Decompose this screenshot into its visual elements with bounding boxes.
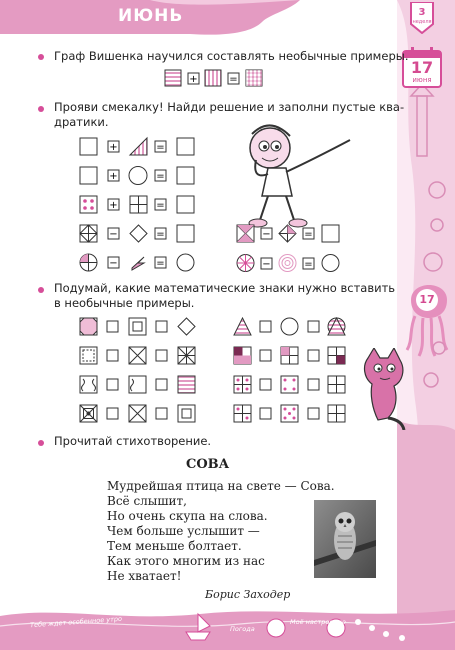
sign-minus: −	[109, 258, 118, 269]
sign-plus: +	[109, 171, 118, 182]
empty-sign-box[interactable]	[308, 350, 319, 361]
calendar-month: июня	[412, 76, 432, 84]
example-box-result-grid	[246, 70, 262, 86]
answer-box[interactable]	[322, 225, 339, 242]
poem-line: Не хватает!	[107, 569, 182, 583]
task-2-line-1: Прояви смекалку! Найди решение и заполни пустые ква-	[54, 100, 405, 114]
sign-equals: =	[156, 142, 165, 153]
empty-sign-box[interactable]	[308, 408, 319, 419]
empty-sign-box[interactable]	[308, 321, 319, 332]
bullet-3	[38, 287, 44, 293]
triangle-figure	[130, 138, 147, 155]
empty-sign-box[interactable]	[156, 321, 167, 332]
answer-box[interactable]	[177, 167, 194, 184]
sign-equals: =	[156, 171, 165, 182]
empty-sign-box[interactable]	[156, 408, 167, 419]
week-badge	[409, 2, 435, 34]
footer-text-weather: Погода	[230, 625, 255, 633]
task-3-line-2: в необычные примеры.	[54, 296, 195, 310]
sign-equals: =	[156, 229, 165, 240]
sign-minus: −	[109, 229, 118, 240]
cat-illustration	[358, 348, 410, 430]
striped-triangle-figure	[234, 318, 251, 335]
example-box-v	[205, 70, 221, 86]
example-plus: +	[189, 74, 198, 85]
sign-equals: =	[304, 259, 313, 270]
signs-grid-right	[232, 316, 356, 430]
answer-box[interactable]	[80, 138, 97, 155]
poem-line: Чем больше услышит —	[107, 524, 260, 538]
sign-minus: −	[262, 259, 271, 270]
poem-line: Но очень скупа на слова.	[107, 509, 268, 523]
diamond-figure	[178, 318, 195, 335]
footer-text-mood: Моё настроение	[290, 618, 346, 626]
diamond-figure	[130, 225, 147, 242]
example-strip	[160, 68, 272, 88]
calendar-day: 17	[410, 58, 434, 77]
poem-line: Всё слышит,	[107, 494, 187, 508]
poem-line: Тем меньше болтает.	[107, 539, 242, 553]
task-2-line-2: дратики.	[54, 115, 109, 129]
empty-sign-box[interactable]	[260, 321, 271, 332]
answer-box[interactable]	[80, 167, 97, 184]
poem-title: СОВА	[186, 457, 230, 472]
poem-line: Мудрейшая птица на свете — Сова.	[107, 479, 335, 493]
circle-figure	[281, 318, 298, 335]
empty-sign-box[interactable]	[260, 408, 271, 419]
count-character-illustration	[232, 120, 357, 230]
example-box-h	[165, 70, 181, 86]
bullet-4	[38, 440, 44, 446]
answer-circle[interactable]	[177, 254, 194, 271]
empty-sign-box[interactable]	[156, 350, 167, 361]
sign-plus: +	[109, 142, 118, 153]
right-decor-band	[397, 0, 455, 650]
answer-circle[interactable]	[322, 255, 339, 272]
task-1-text: Граф Вишенка научился составлять необычные примеры.	[54, 49, 409, 63]
sign-equals: =	[156, 200, 165, 211]
footer-text-morning: Тебе ждет особенное утро	[29, 614, 123, 630]
sign-equals: =	[304, 229, 313, 240]
puzzle-grid-right	[236, 224, 352, 276]
poem-line: Как этого многим из нас	[107, 554, 265, 568]
empty-sign-box[interactable]	[107, 379, 118, 390]
answer-box[interactable]	[177, 225, 194, 242]
week-label: неделя	[412, 19, 432, 25]
week-number: 3	[418, 7, 426, 18]
dice-figure	[80, 196, 97, 213]
sign-minus: −	[262, 229, 271, 240]
example-equals: =	[229, 74, 238, 85]
month-title: ИЮНЬ	[118, 6, 184, 26]
task-4-text: Прочитай стихотворение.	[54, 434, 212, 448]
poem-author: Борис Заходер	[205, 588, 291, 601]
answer-box[interactable]	[177, 196, 194, 213]
bullet-1	[38, 54, 44, 60]
framed-square-figure	[178, 405, 195, 422]
task-3-line-1: Подумай, какие математические знаки нужно вставить	[54, 281, 396, 295]
empty-sign-box[interactable]	[107, 408, 118, 419]
empty-sign-box[interactable]	[107, 321, 118, 332]
empty-sign-box[interactable]	[260, 379, 271, 390]
owl-photo	[314, 500, 376, 578]
sign-plus: +	[109, 200, 118, 211]
lightning-figure	[132, 257, 144, 270]
answer-box[interactable]	[177, 138, 194, 155]
empty-sign-box[interactable]	[156, 379, 167, 390]
puzzle-grid-left	[78, 136, 202, 278]
empty-sign-box[interactable]	[107, 350, 118, 361]
page-number: 17	[416, 289, 438, 311]
bullet-2	[38, 106, 44, 112]
empty-sign-box[interactable]	[308, 379, 319, 390]
striped-square-figure	[178, 376, 195, 393]
empty-sign-box[interactable]	[260, 350, 271, 361]
signs-grid-left	[78, 316, 198, 430]
circle-figure	[129, 167, 147, 185]
sign-equals: =	[156, 258, 165, 269]
corner-dots-figure	[281, 376, 298, 393]
